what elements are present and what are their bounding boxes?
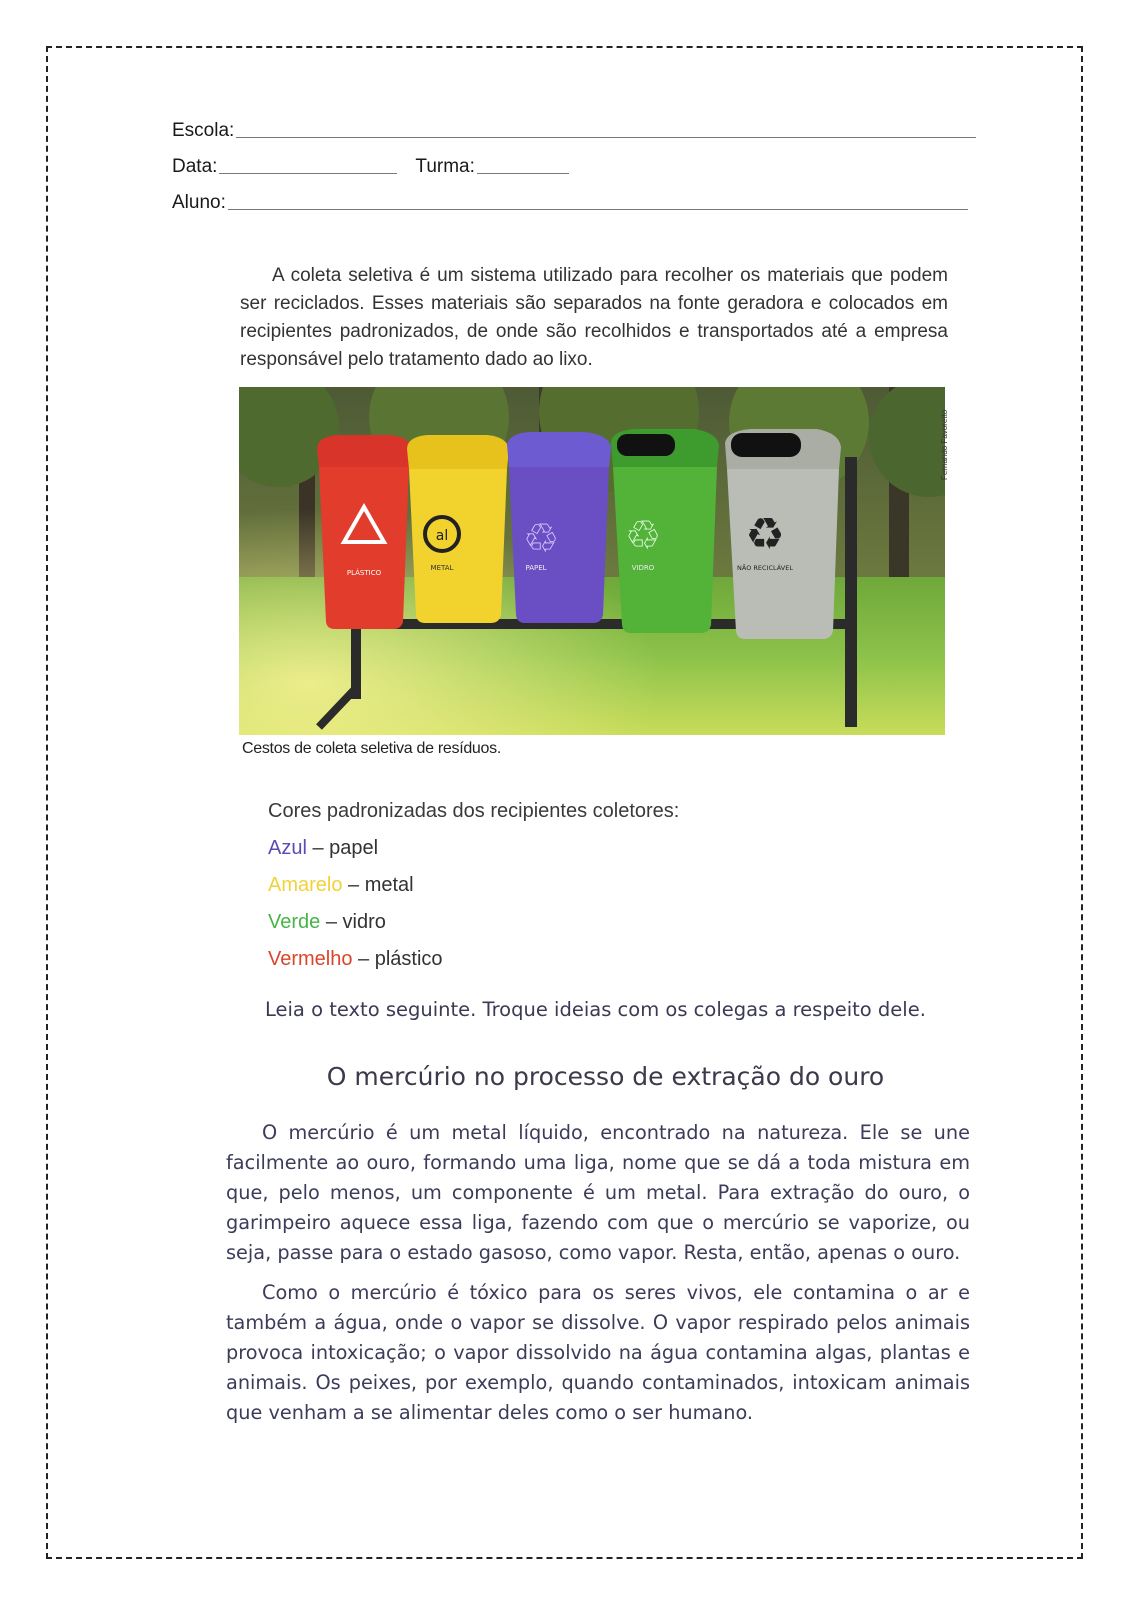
recycling-bins-photo <box>239 387 945 735</box>
svg-text:♲: ♲ <box>625 513 661 559</box>
data-field[interactable] <box>219 172 397 174</box>
turma-field[interactable] <box>477 172 569 174</box>
color-name-verde: Verde <box>268 911 321 933</box>
recycling-bins-illustration <box>239 387 945 735</box>
data-turma-row <box>172 156 569 178</box>
svg-text:METAL: METAL <box>430 564 454 572</box>
colors-section <box>268 793 679 978</box>
reading-paragraph-2: Como o mercúrio é tóxico para os seres vivos, ele contamina o ar e também a água, onde o vapor se dissolve. O vapor respirado pelos animais provoca intoxicação; o vapor dissolvido na água contamina algas, plantas e animais. Os peixes, por exemplo, quando contaminados, intoxicam animais que venham a se alimentar deles como o ser humano. <box>226 1281 970 1424</box>
bin-plastico <box>317 435 411 629</box>
material-vidro: – vidro <box>320 911 386 933</box>
data-label: Data: <box>172 156 218 177</box>
colors-heading: Cores padronizadas dos recipientes coletores: <box>268 800 680 822</box>
aluno-field[interactable] <box>228 208 968 210</box>
svg-text:VIDRO: VIDRO <box>631 564 655 572</box>
escola-field[interactable] <box>236 136 976 138</box>
svg-text:PLÁSTICO: PLÁSTICO <box>346 569 382 577</box>
instruction-text: Leia o texto seguinte. Troque ideias com os colegas a respeito dele. <box>265 998 926 1021</box>
color-name-amarelo: Amarelo <box>268 874 343 896</box>
bin-metal <box>407 435 509 623</box>
reading-paragraph-1: O mercúrio é um metal líquido, encontrado na natureza. Ele se une facilmente ao ouro, formando uma liga, nome que se dá a toda mistura em que, pelo menos, um componente é um metal. Para extração do ouro, o garimpeiro aquece essa liga, fazendo com que o mercúrio se vaporize, ou seja, passe para o estado gasoso, como vapor. Resta, então, apenas o ouro. <box>226 1121 970 1264</box>
svg-text:♲: ♲ <box>523 516 559 562</box>
bin-vidro <box>611 429 719 633</box>
svg-text:♻: ♻ <box>745 509 785 560</box>
aluno-label: Aluno: <box>172 192 226 213</box>
material-papel: – papel <box>306 837 379 859</box>
escola-label: Escola: <box>172 120 235 141</box>
turma-label: Turma: <box>415 156 475 177</box>
material-metal: – metal <box>342 874 414 896</box>
svg-text:PAPEL: PAPEL <box>525 564 547 572</box>
color-name-azul: Azul <box>268 837 307 859</box>
escola-row <box>172 120 976 142</box>
intro-paragraph <box>240 262 948 374</box>
photo-caption: Cestos de coleta seletiva de resíduos. <box>242 740 501 757</box>
list-item <box>268 941 679 978</box>
list-item <box>268 904 679 941</box>
bin-papel <box>507 432 611 623</box>
color-name-vermelho: Vermelho <box>268 948 353 970</box>
list-item <box>268 830 679 867</box>
material-plastico: – plástico <box>352 948 443 970</box>
intro-text: A coleta seletiva é um sistema utilizado para recolher os materiais que podem ser reciclados. Esses materiais são separados na fonte geradora e colocados em recipientes padronizados, de onde são recolhidos e transportados até a empresa responsável pelo tratamento dado ao lixo. <box>240 265 948 370</box>
aluno-row <box>172 192 968 214</box>
reading-title: O mercúrio no processo de extração do ouro <box>326 1062 885 1091</box>
photo-credit: Fernando Favoretto <box>940 409 949 480</box>
reading-body <box>226 1118 970 1438</box>
list-item <box>268 867 679 904</box>
svg-text:NÃO RECICLÁVEL: NÃO RECICLÁVEL <box>737 564 793 572</box>
svg-text:al: al <box>435 528 449 544</box>
bin-nao-reciclavel <box>725 429 841 639</box>
